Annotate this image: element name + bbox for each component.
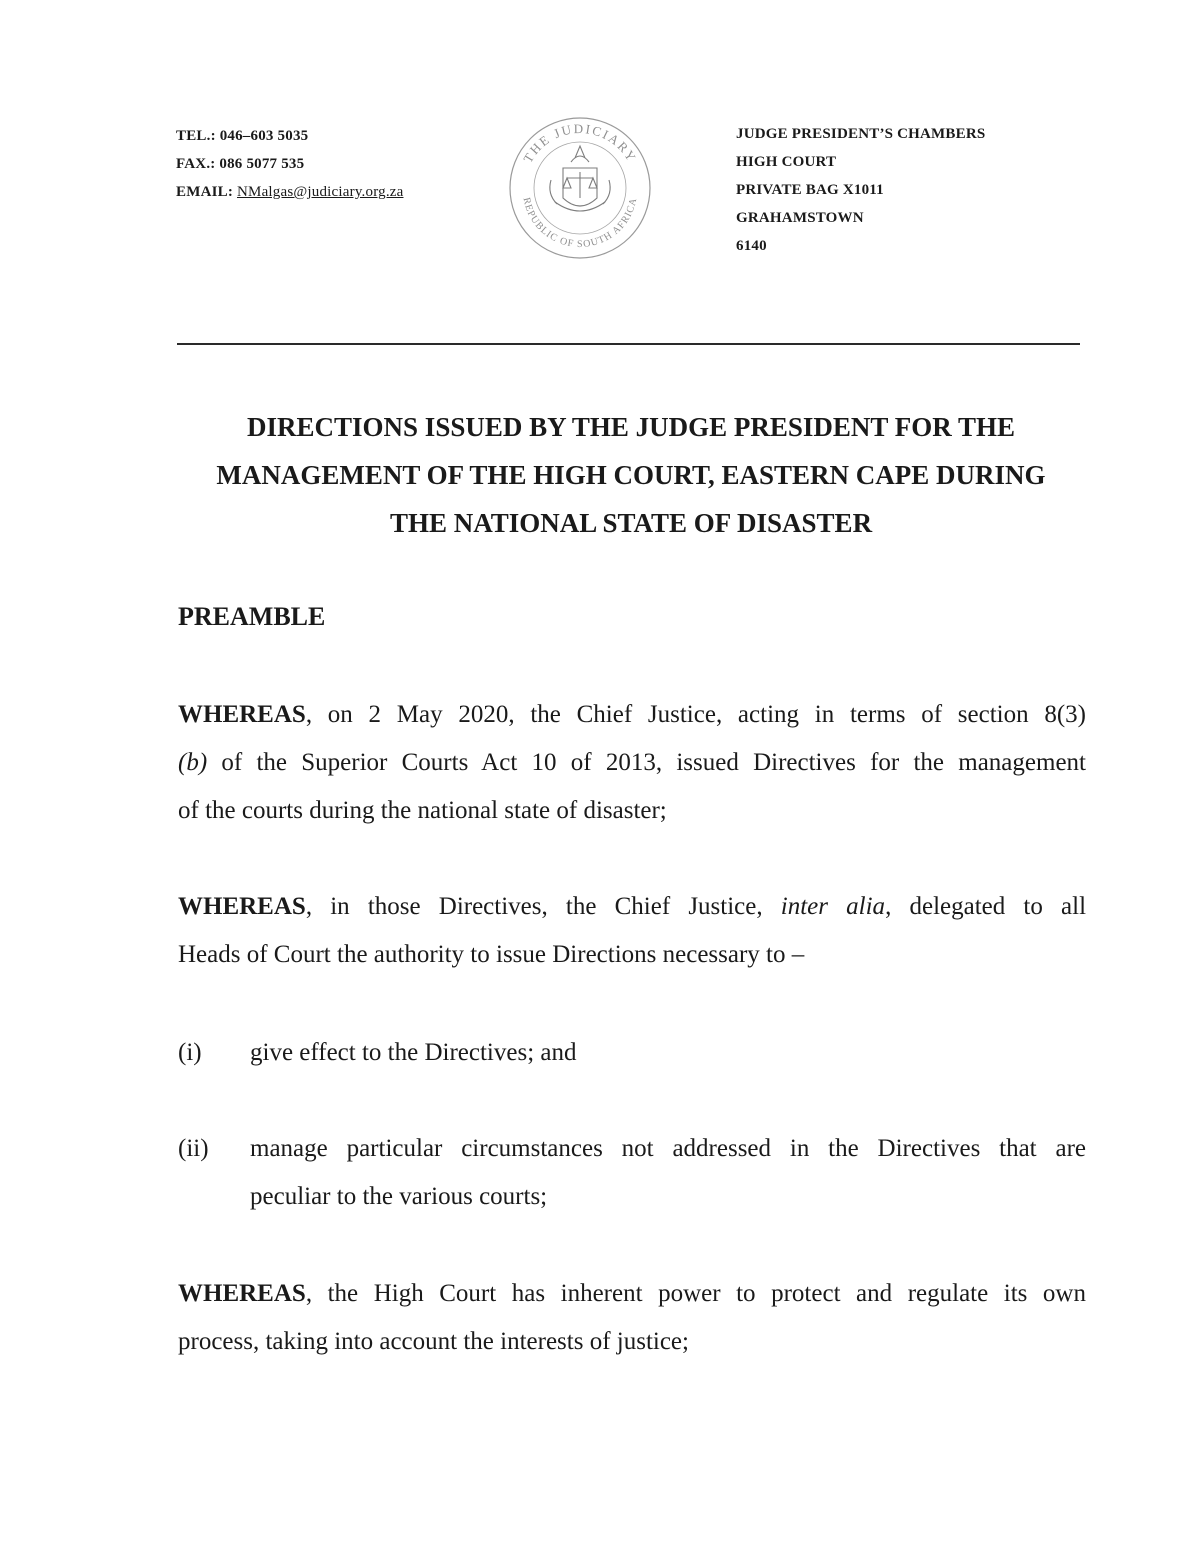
tel-line: TEL.: 046–603 5035 <box>176 128 309 144</box>
seal-emblem-icon <box>505 110 655 265</box>
paragraph-line: give effect to the Directives; and <box>250 1039 577 1066</box>
svg-text:REPUBLIC OF SOUTH AFRICA <box>521 197 640 250</box>
italic-text: inter alia <box>780 893 886 920</box>
list-number: (ii) <box>178 1135 209 1162</box>
list-number: (i) <box>178 1039 202 1066</box>
paragraph-line <box>178 739 1086 787</box>
preamble-heading: PREAMBLE <box>178 602 326 631</box>
whereas-lead: WHEREAS <box>178 893 306 920</box>
paragraph-text: of the Superior Courts Act 10 of 2013, issued Directives for the management <box>207 749 1086 776</box>
judiciary-seal <box>505 110 655 265</box>
whereas-lead: WHEREAS <box>178 1280 306 1307</box>
address-block <box>736 120 985 260</box>
seal-bottom-text: REPUBLIC OF SOUTH AFRICA <box>520 196 640 251</box>
paragraph-text: , on 2 May 2020, the Chief Justice, acting in terms of section 8(3) <box>305 701 1086 728</box>
seal-top-text: THE JUDICIARY <box>520 120 640 166</box>
title-line: MANAGEMENT OF THE HIGH COURT, EASTERN CAPE DURING <box>216 460 1046 490</box>
paragraph-line: peculiar to the various courts; <box>250 1183 548 1210</box>
paragraph-line <box>178 883 1086 931</box>
paragraph-text: , delegated to all <box>885 893 1087 920</box>
paragraph-text: , in those Directives, the Chief Justice, <box>305 893 781 920</box>
whereas-paragraph-2 <box>178 883 1086 979</box>
email-line <box>176 178 403 206</box>
address-line: JUDGE PRESIDENT’S CHAMBERS <box>736 126 986 142</box>
email-link[interactable]: NMalgas@judiciary.org.za <box>237 184 404 200</box>
whereas-paragraph-1 <box>178 691 1086 835</box>
email-label: EMAIL: <box>176 184 234 200</box>
paragraph-line: process, taking into account the interests of justice; <box>178 1328 689 1355</box>
list-text <box>250 1029 1086 1077</box>
list-text <box>250 1125 1086 1221</box>
paragraph-text: , the High Court has inherent power to protect and regulate its own <box>305 1280 1086 1307</box>
italic-text: (b) <box>178 749 208 776</box>
paragraph-line: manage particular circumstances not addressed in the Directives that are <box>250 1135 1086 1162</box>
fax-line: FAX.: 086 5077 535 <box>176 156 305 172</box>
whereas-paragraph-3 <box>178 1270 1086 1366</box>
address-line: PRIVATE BAG X1011 <box>736 182 884 198</box>
address-line: HIGH COURT <box>736 154 837 170</box>
paragraph-line <box>178 691 1086 739</box>
address-line: 6140 <box>736 238 767 254</box>
document-title <box>150 403 1112 547</box>
contact-block <box>176 122 403 206</box>
paragraph-line: Heads of Court the authority to issue Directions necessary to – <box>178 941 805 968</box>
svg-text:THE JUDICIARY <box>520 121 640 165</box>
paragraph-line: of the courts during the national state of disaster; <box>178 797 667 824</box>
title-line: THE NATIONAL STATE OF DISASTER <box>389 508 873 538</box>
title-line: DIRECTIONS ISSUED BY THE JUDGE PRESIDENT FOR THE <box>247 412 1015 442</box>
paragraph-line <box>178 1270 1086 1318</box>
address-line: GRAHAMSTOWN <box>736 210 864 226</box>
header-divider <box>177 343 1080 345</box>
whereas-lead: WHEREAS <box>178 701 306 728</box>
